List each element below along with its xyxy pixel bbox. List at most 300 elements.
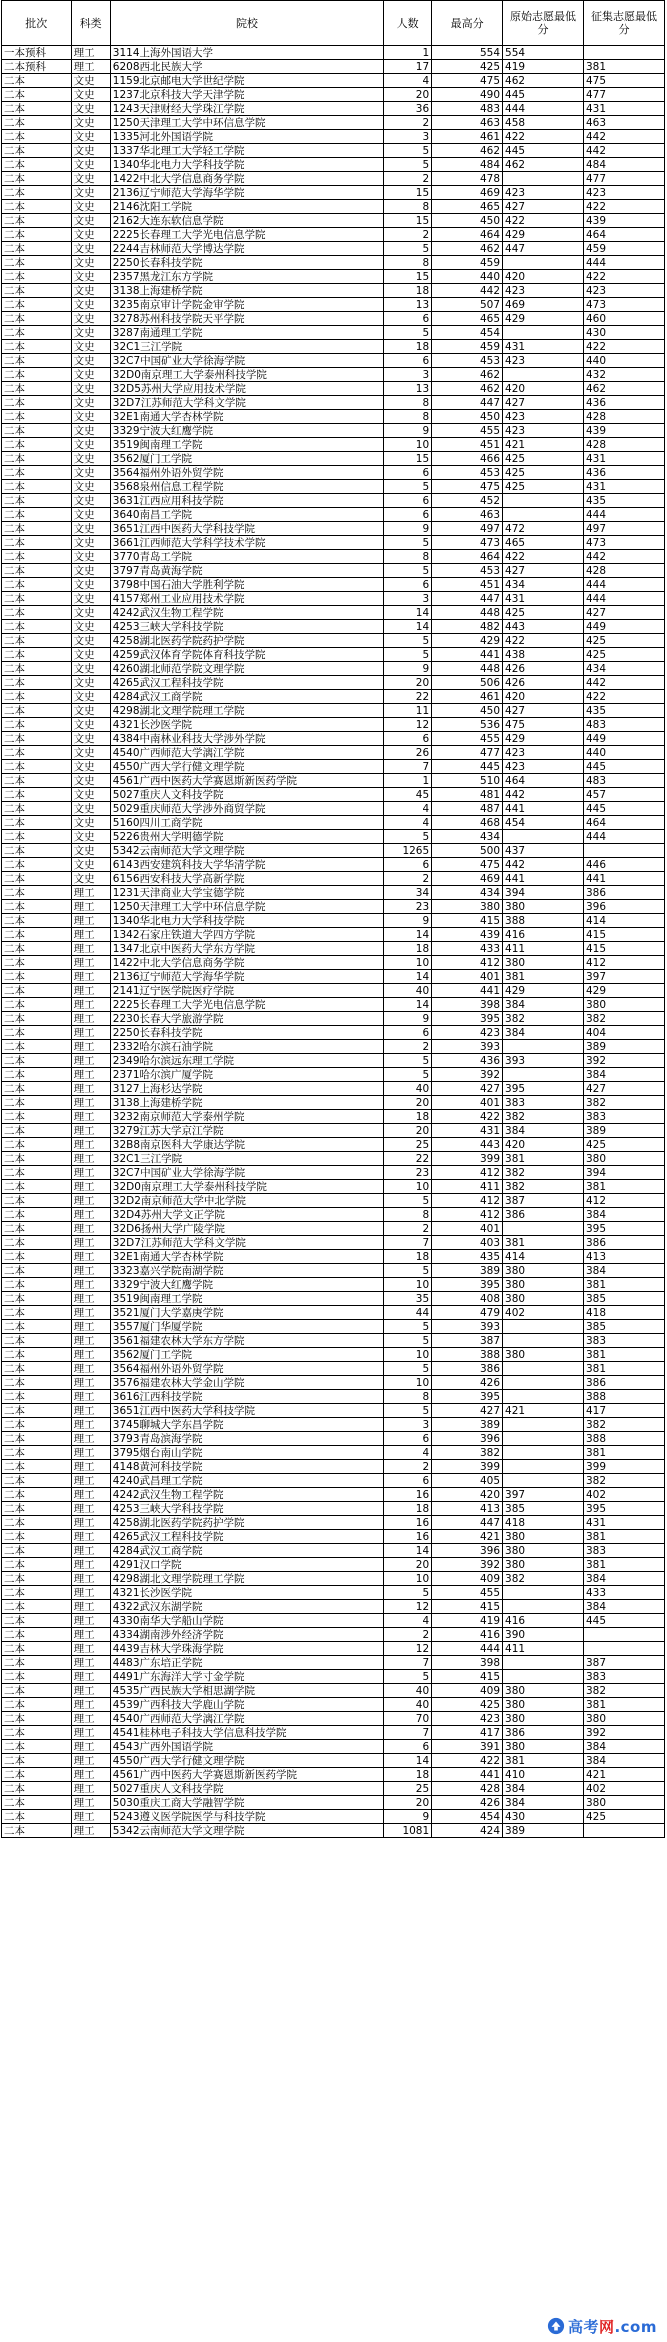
cell-subject: 文史 — [71, 802, 110, 816]
cell-school: 3564福州外语外贸学院 — [110, 466, 383, 480]
table-row — [2, 452, 665, 466]
table-row — [2, 1124, 665, 1138]
cell-supplementary-min-score: 435 — [583, 704, 664, 718]
cell-subject: 理工 — [71, 1082, 110, 1096]
cell-original-min-score: 380 — [503, 1544, 584, 1558]
cell-batch: 二本 — [2, 424, 72, 438]
cell-count: 8 — [384, 1208, 432, 1222]
cell-school: 4384中南林业科技大学涉外学院 — [110, 732, 383, 746]
cell-count: 14 — [384, 998, 432, 1012]
cell-batch: 二本 — [2, 1390, 72, 1404]
cell-subject: 文史 — [71, 228, 110, 242]
cell-batch: 二本 — [2, 508, 72, 522]
cell-count: 16 — [384, 1516, 432, 1530]
cell-supplementary-min-score: 449 — [583, 732, 664, 746]
table-row — [2, 718, 665, 732]
cell-max-score: 482 — [432, 620, 503, 634]
cell-supplementary-min-score — [583, 46, 664, 60]
cell-max-score: 429 — [432, 634, 503, 648]
table-row — [2, 1488, 665, 1502]
cell-supplementary-min-score: 382 — [583, 1012, 664, 1026]
cell-max-score: 395 — [432, 1278, 503, 1292]
cell-school: 32D4苏州大学文正学院 — [110, 1208, 383, 1222]
cell-max-score: 419 — [432, 1614, 503, 1628]
cell-school: 2136辽宁师范大学海华学院 — [110, 970, 383, 984]
cell-school: 5029重庆师范大学涉外商贸学院 — [110, 802, 383, 816]
cell-max-score: 425 — [432, 1698, 503, 1712]
cell-subject: 文史 — [71, 704, 110, 718]
cell-count: 5 — [384, 480, 432, 494]
cell-supplementary-min-score: 433 — [583, 1586, 664, 1600]
cell-count: 18 — [384, 1502, 432, 1516]
cell-count: 14 — [384, 620, 432, 634]
cell-supplementary-min-score: 404 — [583, 1026, 664, 1040]
table-row — [2, 1054, 665, 1068]
cell-count: 5 — [384, 1068, 432, 1082]
table-row — [2, 970, 665, 984]
cell-subject: 理工 — [71, 1208, 110, 1222]
cell-supplementary-min-score: 389 — [583, 1040, 664, 1054]
cell-max-score: 469 — [432, 186, 503, 200]
table-row — [2, 410, 665, 424]
cell-max-score: 450 — [432, 410, 503, 424]
cell-max-score: 409 — [432, 1684, 503, 1698]
table-row — [2, 1110, 665, 1124]
cell-subject: 理工 — [71, 1670, 110, 1684]
cell-school: 3795烟台南山学院 — [110, 1446, 383, 1460]
cell-supplementary-min-score: 381 — [583, 1530, 664, 1544]
cell-batch: 二本 — [2, 970, 72, 984]
cell-batch: 二本 — [2, 802, 72, 816]
cell-subject: 理工 — [71, 1012, 110, 1026]
cell-subject: 文史 — [71, 564, 110, 578]
table-row — [2, 1600, 665, 1614]
cell-count: 6 — [384, 858, 432, 872]
cell-batch: 二本 — [2, 900, 72, 914]
table-row — [2, 578, 665, 592]
cell-supplementary-min-score: 402 — [583, 1488, 664, 1502]
cell-supplementary-min-score: 387 — [583, 1656, 664, 1670]
cell-supplementary-min-score: 395 — [583, 1222, 664, 1236]
cell-original-min-score: 427 — [503, 200, 584, 214]
cell-original-min-score: 384 — [503, 998, 584, 1012]
cell-original-min-score: 380 — [503, 1278, 584, 1292]
cell-batch: 二本 — [2, 102, 72, 116]
table-row — [2, 606, 665, 620]
cell-subject: 文史 — [71, 830, 110, 844]
cell-supplementary-min-score: 381 — [583, 60, 664, 74]
cell-original-min-score: 382 — [503, 1572, 584, 1586]
header-supplementary-min-score: 征集志愿最低分 — [583, 1, 664, 46]
cell-max-score: 415 — [432, 1670, 503, 1684]
cell-original-min-score: 384 — [503, 1124, 584, 1138]
cell-supplementary-min-score: 395 — [583, 1502, 664, 1516]
cell-subject: 文史 — [71, 452, 110, 466]
cell-subject: 文史 — [71, 186, 110, 200]
cell-count: 4 — [384, 1446, 432, 1460]
table-row — [2, 1432, 665, 1446]
table-row — [2, 774, 665, 788]
cell-school: 3798中国石油大学胜利学院 — [110, 578, 383, 592]
cell-batch: 二本 — [2, 410, 72, 424]
cell-original-min-score — [503, 1418, 584, 1432]
cell-batch: 二本 — [2, 1782, 72, 1796]
cell-subject: 文史 — [71, 396, 110, 410]
cell-subject: 理工 — [71, 1474, 110, 1488]
cell-supplementary-min-score: 497 — [583, 522, 664, 536]
cell-original-min-score: 386 — [503, 1208, 584, 1222]
cell-school: 32D0南京理工大学泰州科技学院 — [110, 368, 383, 382]
cell-batch: 二本 — [2, 998, 72, 1012]
cell-max-score: 454 — [432, 326, 503, 340]
cell-school: 2250长春科技学院 — [110, 1026, 383, 1040]
cell-subject: 文史 — [71, 774, 110, 788]
cell-school: 4334湖南涉外经济学院 — [110, 1628, 383, 1642]
cell-batch: 二本 — [2, 1040, 72, 1054]
cell-max-score: 428 — [432, 1782, 503, 1796]
header-row — [2, 1, 665, 46]
cell-batch: 二本 — [2, 1362, 72, 1376]
cell-subject: 理工 — [71, 1376, 110, 1390]
cell-original-min-score: 421 — [503, 1404, 584, 1418]
cell-supplementary-min-score: 483 — [583, 718, 664, 732]
cell-max-score: 389 — [432, 1418, 503, 1432]
cell-supplementary-min-score: 428 — [583, 410, 664, 424]
table-row — [2, 1306, 665, 1320]
table-row — [2, 158, 665, 172]
cell-batch: 二本 — [2, 1572, 72, 1586]
cell-supplementary-min-score: 382 — [583, 1418, 664, 1432]
cell-school: 32C1三江学院 — [110, 340, 383, 354]
cell-batch: 二本 — [2, 312, 72, 326]
cell-count: 16 — [384, 1488, 432, 1502]
cell-max-score: 448 — [432, 606, 503, 620]
cell-original-min-score — [503, 1362, 584, 1376]
cell-subject: 理工 — [71, 1250, 110, 1264]
cell-batch: 二本 — [2, 368, 72, 382]
table-row — [2, 1768, 665, 1782]
cell-max-score: 408 — [432, 1292, 503, 1306]
cell-batch: 二本 — [2, 1740, 72, 1754]
cell-max-score: 453 — [432, 564, 503, 578]
cell-school: 1340华北电力大学科技学院 — [110, 158, 383, 172]
table-row — [2, 872, 665, 886]
cell-original-min-score — [503, 1446, 584, 1460]
cell-max-score: 497 — [432, 522, 503, 536]
cell-original-min-score — [503, 1586, 584, 1600]
cell-subject: 理工 — [71, 1656, 110, 1670]
cell-original-min-score: 389 — [503, 1824, 584, 1838]
cell-school: 4253三峡大学科技学院 — [110, 1502, 383, 1516]
cell-school: 6156西安科技大学高新学院 — [110, 872, 383, 886]
cell-count: 34 — [384, 886, 432, 900]
cell-batch: 二本 — [2, 1488, 72, 1502]
cell-max-score: 453 — [432, 466, 503, 480]
cell-school: 4260湖北师范学院文理学院 — [110, 662, 383, 676]
cell-subject: 文史 — [71, 368, 110, 382]
cell-school: 3138上海建桥学院 — [110, 284, 383, 298]
cell-subject: 理工 — [71, 1166, 110, 1180]
cell-original-min-score: 441 — [503, 802, 584, 816]
cell-school: 32B8南京医科大学康达学院 — [110, 1138, 383, 1152]
table-row — [2, 1138, 665, 1152]
cell-count: 6 — [384, 578, 432, 592]
cell-max-score: 462 — [432, 368, 503, 382]
cell-count: 40 — [384, 1698, 432, 1712]
cell-original-min-score: 422 — [503, 550, 584, 564]
cell-batch: 二本 — [2, 130, 72, 144]
cell-original-min-score: 462 — [503, 74, 584, 88]
cell-batch: 二本 — [2, 690, 72, 704]
cell-school: 3631江西应用科技学院 — [110, 494, 383, 508]
cell-max-score: 387 — [432, 1334, 503, 1348]
cell-batch: 二本 — [2, 1208, 72, 1222]
cell-school: 1250天津理工大学中环信息学院 — [110, 900, 383, 914]
cell-count: 7 — [384, 1656, 432, 1670]
cell-batch: 二本 — [2, 270, 72, 284]
cell-subject: 理工 — [71, 1096, 110, 1110]
cell-original-min-score: 431 — [503, 340, 584, 354]
cell-count: 6 — [384, 494, 432, 508]
cell-school: 1237北京科技大学天津学院 — [110, 88, 383, 102]
cell-count: 18 — [384, 942, 432, 956]
cell-batch: 二本 — [2, 872, 72, 886]
cell-batch: 二本 — [2, 1418, 72, 1432]
cell-school: 5226贵州大学明德学院 — [110, 830, 383, 844]
cell-max-score: 455 — [432, 1586, 503, 1600]
cell-original-min-score: 438 — [503, 648, 584, 662]
cell-subject: 文史 — [71, 788, 110, 802]
table-row — [2, 508, 665, 522]
cell-subject: 理工 — [71, 1712, 110, 1726]
cell-batch: 二本 — [2, 1670, 72, 1684]
cell-supplementary-min-score: 425 — [583, 634, 664, 648]
cell-school: 3138上海建桥学院 — [110, 1096, 383, 1110]
cell-batch: 二本 — [2, 1222, 72, 1236]
cell-batch: 二本 — [2, 88, 72, 102]
table-row — [2, 1152, 665, 1166]
cell-batch: 二本 — [2, 1404, 72, 1418]
cell-count: 2 — [384, 228, 432, 242]
cell-original-min-score: 554 — [503, 46, 584, 60]
cell-max-score: 462 — [432, 382, 503, 396]
cell-count: 2 — [384, 1460, 432, 1474]
cell-school: 3640南昌工学院 — [110, 508, 383, 522]
cell-supplementary-min-score: 477 — [583, 172, 664, 186]
cell-count: 20 — [384, 1096, 432, 1110]
cell-count: 70 — [384, 1712, 432, 1726]
cell-school: 4561广西中医药大学赛恩斯新医药学院 — [110, 1768, 383, 1782]
cell-supplementary-min-score: 477 — [583, 88, 664, 102]
cell-school: 5030重庆工商大学融智学院 — [110, 1796, 383, 1810]
cell-max-score: 455 — [432, 732, 503, 746]
cell-supplementary-min-score: 463 — [583, 116, 664, 130]
cell-batch: 二本 — [2, 1292, 72, 1306]
cell-original-min-score: 418 — [503, 1516, 584, 1530]
cell-school: 4284武汉工商学院 — [110, 690, 383, 704]
cell-school: 1250天津理工大学中环信息学院 — [110, 116, 383, 130]
cell-original-min-score: 429 — [503, 312, 584, 326]
cell-school: 1342石家庄铁道大学四方学院 — [110, 928, 383, 942]
cell-supplementary-min-score: 445 — [583, 1614, 664, 1628]
cell-school: 32D7江苏师范大学科文学院 — [110, 396, 383, 410]
cell-count: 13 — [384, 382, 432, 396]
table-row — [2, 928, 665, 942]
table-row — [2, 1656, 665, 1670]
cell-original-min-score — [503, 1040, 584, 1054]
cell-supplementary-min-score: 381 — [583, 1558, 664, 1572]
table-row — [2, 1446, 665, 1460]
cell-supplementary-min-score: 385 — [583, 1320, 664, 1334]
cell-batch: 二本 — [2, 186, 72, 200]
cell-count: 2 — [384, 1222, 432, 1236]
cell-batch: 二本 — [2, 284, 72, 298]
cell-max-score: 483 — [432, 102, 503, 116]
cell-school: 4539广西科技大学鹿山学院 — [110, 1698, 383, 1712]
cell-supplementary-min-score: 431 — [583, 102, 664, 116]
cell-count: 12 — [384, 718, 432, 732]
cell-max-score: 399 — [432, 1460, 503, 1474]
cell-count: 26 — [384, 746, 432, 760]
cell-supplementary-min-score: 444 — [583, 508, 664, 522]
cell-max-score: 405 — [432, 1474, 503, 1488]
cell-subject: 理工 — [71, 1586, 110, 1600]
cell-subject: 文史 — [71, 662, 110, 676]
cell-max-score: 398 — [432, 1656, 503, 1670]
cell-supplementary-min-score: 436 — [583, 396, 664, 410]
cell-original-min-score: 411 — [503, 1642, 584, 1656]
table-row — [2, 984, 665, 998]
cell-supplementary-min-score: 462 — [583, 382, 664, 396]
cell-max-score: 466 — [432, 452, 503, 466]
cell-count: 5 — [384, 1404, 432, 1418]
cell-subject: 文史 — [71, 466, 110, 480]
cell-subject: 理工 — [71, 886, 110, 900]
cell-school: 3329宁波大红鹰学院 — [110, 424, 383, 438]
cell-count: 18 — [384, 284, 432, 298]
cell-batch: 二本 — [2, 1474, 72, 1488]
cell-batch: 二本 — [2, 1054, 72, 1068]
cell-school: 3576福建农林大学金山学院 — [110, 1376, 383, 1390]
cell-subject: 理工 — [71, 1824, 110, 1838]
cell-supplementary-min-score: 428 — [583, 564, 664, 578]
cell-batch: 二本 — [2, 1824, 72, 1838]
cell-supplementary-min-score: 459 — [583, 242, 664, 256]
cell-original-min-score — [503, 1320, 584, 1334]
cell-subject: 文史 — [71, 116, 110, 130]
table-row — [2, 1166, 665, 1180]
cell-school: 4242武汉生物工程学院 — [110, 606, 383, 620]
cell-school: 4535广西民族大学相思湖学院 — [110, 1684, 383, 1698]
cell-batch: 二本 — [2, 1796, 72, 1810]
cell-batch: 二本 — [2, 228, 72, 242]
cell-school: 4258湖北医药学院药护学院 — [110, 1516, 383, 1530]
cell-school: 3562厦门工学院 — [110, 1348, 383, 1362]
cell-batch: 二本 — [2, 914, 72, 928]
cell-subject: 文史 — [71, 382, 110, 396]
cell-subject: 理工 — [71, 1740, 110, 1754]
cell-original-min-score: 434 — [503, 578, 584, 592]
cell-count: 4 — [384, 1614, 432, 1628]
cell-school: 32D2南京师范大学中北学院 — [110, 1194, 383, 1208]
cell-original-min-score: 441 — [503, 872, 584, 886]
cell-original-min-score: 425 — [503, 452, 584, 466]
cell-batch: 二本 — [2, 886, 72, 900]
cell-max-score: 403 — [432, 1236, 503, 1250]
cell-max-score: 396 — [432, 1432, 503, 1446]
cell-subject: 理工 — [71, 60, 110, 74]
cell-batch: 一本预科 — [2, 46, 72, 60]
table-row — [2, 74, 665, 88]
cell-count: 9 — [384, 522, 432, 536]
cell-max-score: 453 — [432, 354, 503, 368]
cell-count: 6 — [384, 508, 432, 522]
cell-supplementary-min-score: 442 — [583, 676, 664, 690]
cell-batch: 二本 — [2, 550, 72, 564]
cell-original-min-score: 384 — [503, 1026, 584, 1040]
cell-subject: 文史 — [71, 550, 110, 564]
cell-max-score: 415 — [432, 914, 503, 928]
cell-max-score: 433 — [432, 942, 503, 956]
cell-batch: 二本 — [2, 984, 72, 998]
cell-count: 5 — [384, 1334, 432, 1348]
cell-max-score: 411 — [432, 1180, 503, 1194]
cell-batch: 二本 — [2, 1530, 72, 1544]
cell-school: 3562厦门工学院 — [110, 452, 383, 466]
cell-school: 4298湖北文理学院理工学院 — [110, 704, 383, 718]
cell-school: 4491广东海洋大学寸金学院 — [110, 1670, 383, 1684]
cell-school: 4543广西外国语学院 — [110, 1740, 383, 1754]
cell-subject: 理工 — [71, 46, 110, 60]
cell-original-min-score — [503, 830, 584, 844]
cell-max-score: 441 — [432, 984, 503, 998]
cell-max-score: 441 — [432, 1768, 503, 1782]
cell-max-score: 386 — [432, 1362, 503, 1376]
cell-supplementary-min-score: 423 — [583, 186, 664, 200]
cell-original-min-score — [503, 1390, 584, 1404]
cell-supplementary-min-score: 422 — [583, 270, 664, 284]
cell-school: 5342云南师范大学文理学院 — [110, 1824, 383, 1838]
cell-school: 5027重庆人文科技学院 — [110, 1782, 383, 1796]
cell-original-min-score — [503, 1670, 584, 1684]
table-row — [2, 690, 665, 704]
cell-original-min-score — [503, 494, 584, 508]
table-row — [2, 1292, 665, 1306]
cell-school: 32C7中国矿业大学徐海学院 — [110, 354, 383, 368]
table-row — [2, 1404, 665, 1418]
cell-max-score: 484 — [432, 158, 503, 172]
cell-original-min-score: 393 — [503, 1054, 584, 1068]
cell-school: 4265武汉工程科技学院 — [110, 676, 383, 690]
cell-school: 3797青岛黄海学院 — [110, 564, 383, 578]
cell-school: 2146沈阳工学院 — [110, 200, 383, 214]
cell-count: 9 — [384, 914, 432, 928]
cell-supplementary-min-score: 418 — [583, 1306, 664, 1320]
cell-original-min-score — [503, 1600, 584, 1614]
cell-subject: 理工 — [71, 1544, 110, 1558]
cell-batch: 二本 — [2, 1124, 72, 1138]
cell-max-score: 473 — [432, 536, 503, 550]
cell-batch: 二本 — [2, 578, 72, 592]
cell-count: 5 — [384, 1194, 432, 1208]
cell-supplementary-min-score: 427 — [583, 606, 664, 620]
cell-original-min-score: 386 — [503, 1726, 584, 1740]
cell-batch: 二本 — [2, 438, 72, 452]
cell-batch: 二本 — [2, 1012, 72, 1026]
cell-count: 8 — [384, 410, 432, 424]
cell-max-score: 450 — [432, 704, 503, 718]
cell-subject: 文史 — [71, 144, 110, 158]
